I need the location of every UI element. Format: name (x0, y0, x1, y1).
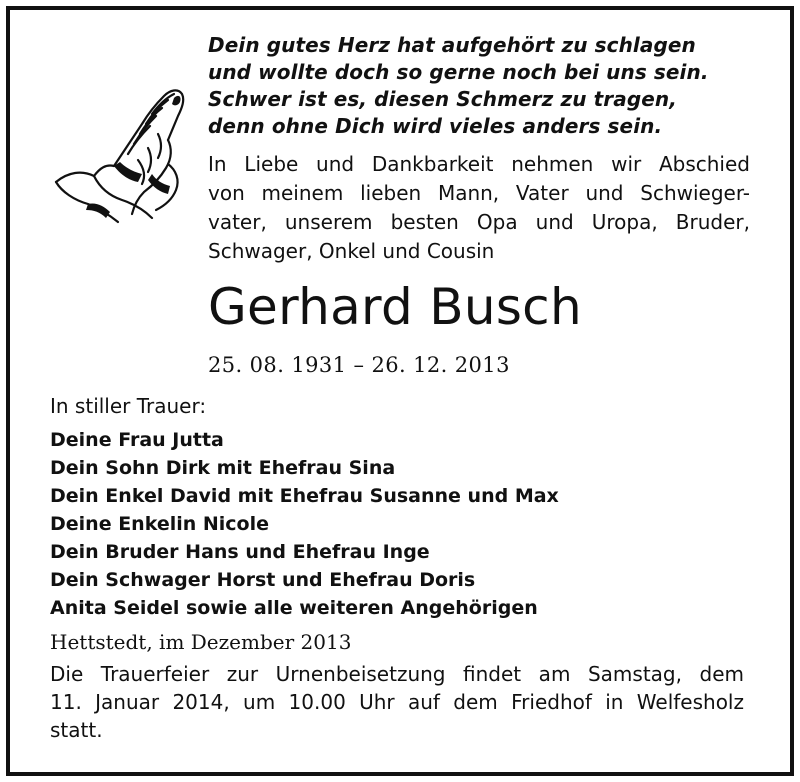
mourner-entry: Dein Sohn Dirk mit Ehefrau Sina (50, 457, 396, 479)
poem (208, 32, 709, 140)
poem-line: Dein gutes Herz hat aufgehört zu schlagen (208, 33, 696, 57)
praying-hands-icon (48, 84, 198, 224)
ceremony-line: Die Trauerfeier zur Urnenbeisetzung findet am Samstag, dem (50, 662, 744, 686)
poem-line: und wollte doch so gerne noch bei uns sein. (208, 60, 709, 84)
farewell-line: von meinem lieben Mann, Vater und Schwieger- (208, 181, 750, 205)
mourner-entry: Deine Frau Jutta (50, 429, 224, 451)
farewell-line: Schwager, Onkel und Cousin (208, 239, 495, 263)
mourner-entry: Dein Schwager Horst und Ehefrau Doris (50, 569, 476, 591)
mourner-entry: Anita Seidel sowie alle weiteren Angehörigen (50, 597, 538, 619)
mourning-label: In stiller Trauer: (50, 394, 207, 418)
mourner-entry: Dein Enkel David mit Ehefrau Susanne und Max (50, 485, 559, 507)
farewell-line: vater, unserem besten Opa und Uropa, Bruder, (208, 210, 750, 234)
mourners-list (50, 426, 559, 622)
farewell-line: In Liebe und Dankbarkeit nehmen wir Abschied (208, 152, 750, 176)
farewell-text (208, 150, 750, 266)
ceremony-line: statt. (50, 718, 103, 742)
mourner-entry: Deine Enkelin Nicole (50, 513, 270, 535)
deceased-name: Gerhard Busch (208, 278, 582, 336)
poem-line: Schwer ist es, diesen Schmerz zu tragen, (208, 87, 677, 111)
ceremony-line: 11. Januar 2014, um 10.00 Uhr auf dem Friedhof in Welfesholz (50, 690, 744, 714)
place-date: Hettstedt, im Dezember 2013 (50, 630, 352, 654)
ceremony-notice (50, 660, 744, 744)
life-dates: 25. 08. 1931 – 26. 12. 2013 (208, 353, 510, 377)
mourner-entry: Dein Bruder Hans und Ehefrau Inge (50, 541, 430, 563)
poem-line: denn ohne Dich wird vieles anders sein. (208, 114, 663, 138)
